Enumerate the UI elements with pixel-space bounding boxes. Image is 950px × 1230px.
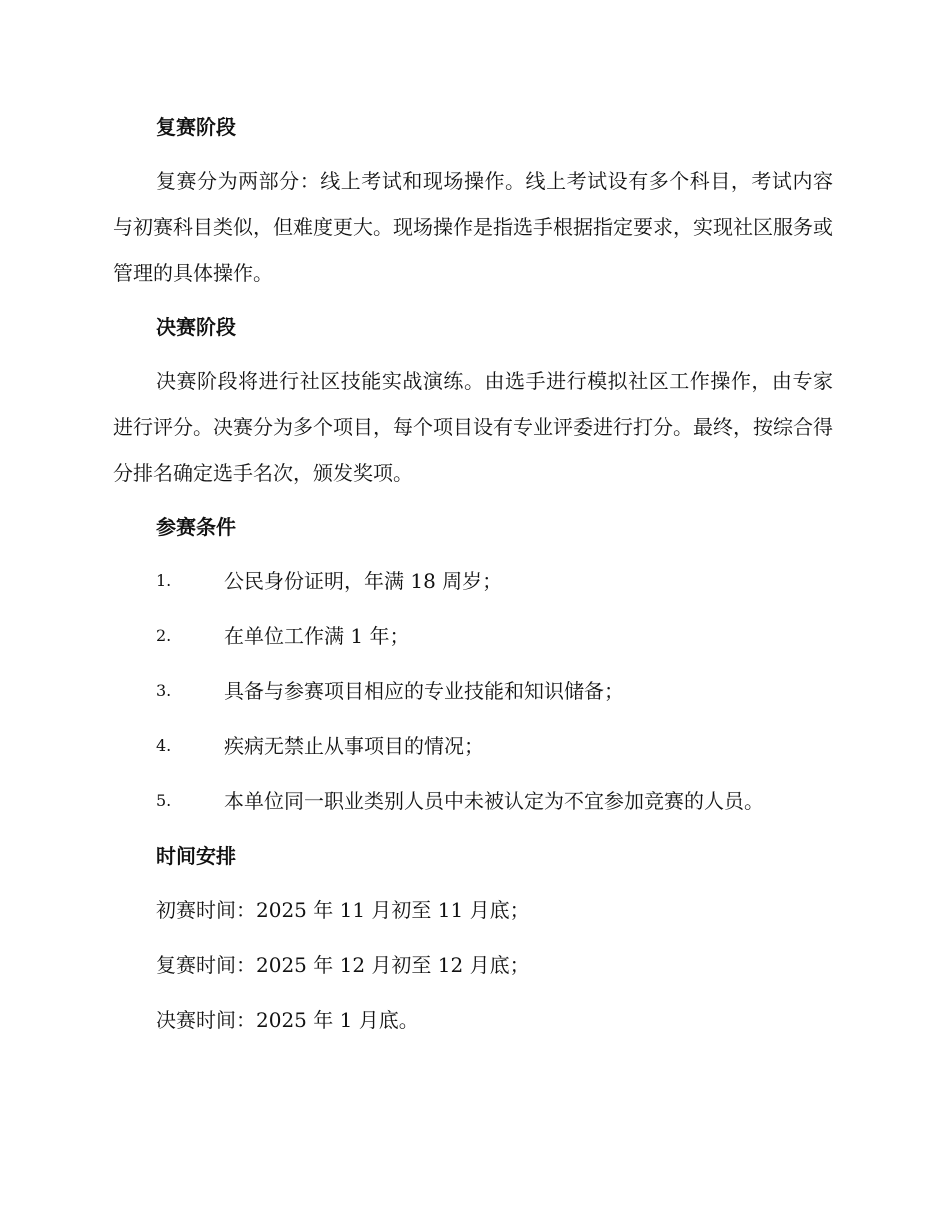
list-item-number: 3. [156, 681, 172, 700]
list-item-text: 本单位同一职业类别人员中未被认定为不宜参加竞赛的人员。 [224, 789, 764, 813]
list-item-text: 在单位工作满 1 年； [224, 624, 410, 648]
list-item-number: 2. [156, 626, 172, 645]
final-paragraph: 决赛阶段将进行社区技能实战演练。由选手进行模拟社区工作操作，由专家进行评分。决赛分为多个项目，每个项目设有专业评委进行打分。最终，按综合得分排名确定选手名次，颁发奖项。 [113, 369, 833, 485]
document-content [113, 104, 833, 1052]
list-item-text: 疾病无禁止从事项目的情况； [224, 734, 484, 758]
list-item-number: 1. [156, 571, 172, 590]
eligibility-list [113, 558, 833, 824]
list-item [113, 668, 833, 714]
list-item [113, 558, 833, 604]
schedule-preliminary: 初赛时间：2025 年 11 月初至 11 月底； [156, 898, 530, 922]
section-heading-final: 决赛阶段 [156, 315, 236, 339]
list-item-number: 5. [156, 791, 172, 810]
list-item [113, 778, 833, 824]
list-item [113, 613, 833, 659]
schedule-final: 决赛时间：2025 年 1 月底。 [156, 1008, 419, 1032]
list-item-text: 具备与参赛项目相应的专业技能和知识储备； [224, 679, 624, 703]
semifinal-paragraph: 复赛分为两部分：线上考试和现场操作。线上考试设有多个科目，考试内容与初赛科目类似，但难度更大。现场操作是指选手根据指定要求，实现社区服务或管理的具体操作。 [113, 169, 833, 285]
section-heading-schedule: 时间安排 [156, 844, 236, 868]
schedule-semifinal: 复赛时间：2025 年 12 月初至 12 月底； [156, 953, 530, 977]
list-item-number: 4. [156, 736, 172, 755]
list-item-text: 公民身份证明，年满 18 周岁； [224, 569, 503, 593]
list-item [113, 723, 833, 769]
section-heading-eligibility: 参赛条件 [156, 515, 236, 539]
section-heading-semifinal: 复赛阶段 [156, 115, 236, 139]
